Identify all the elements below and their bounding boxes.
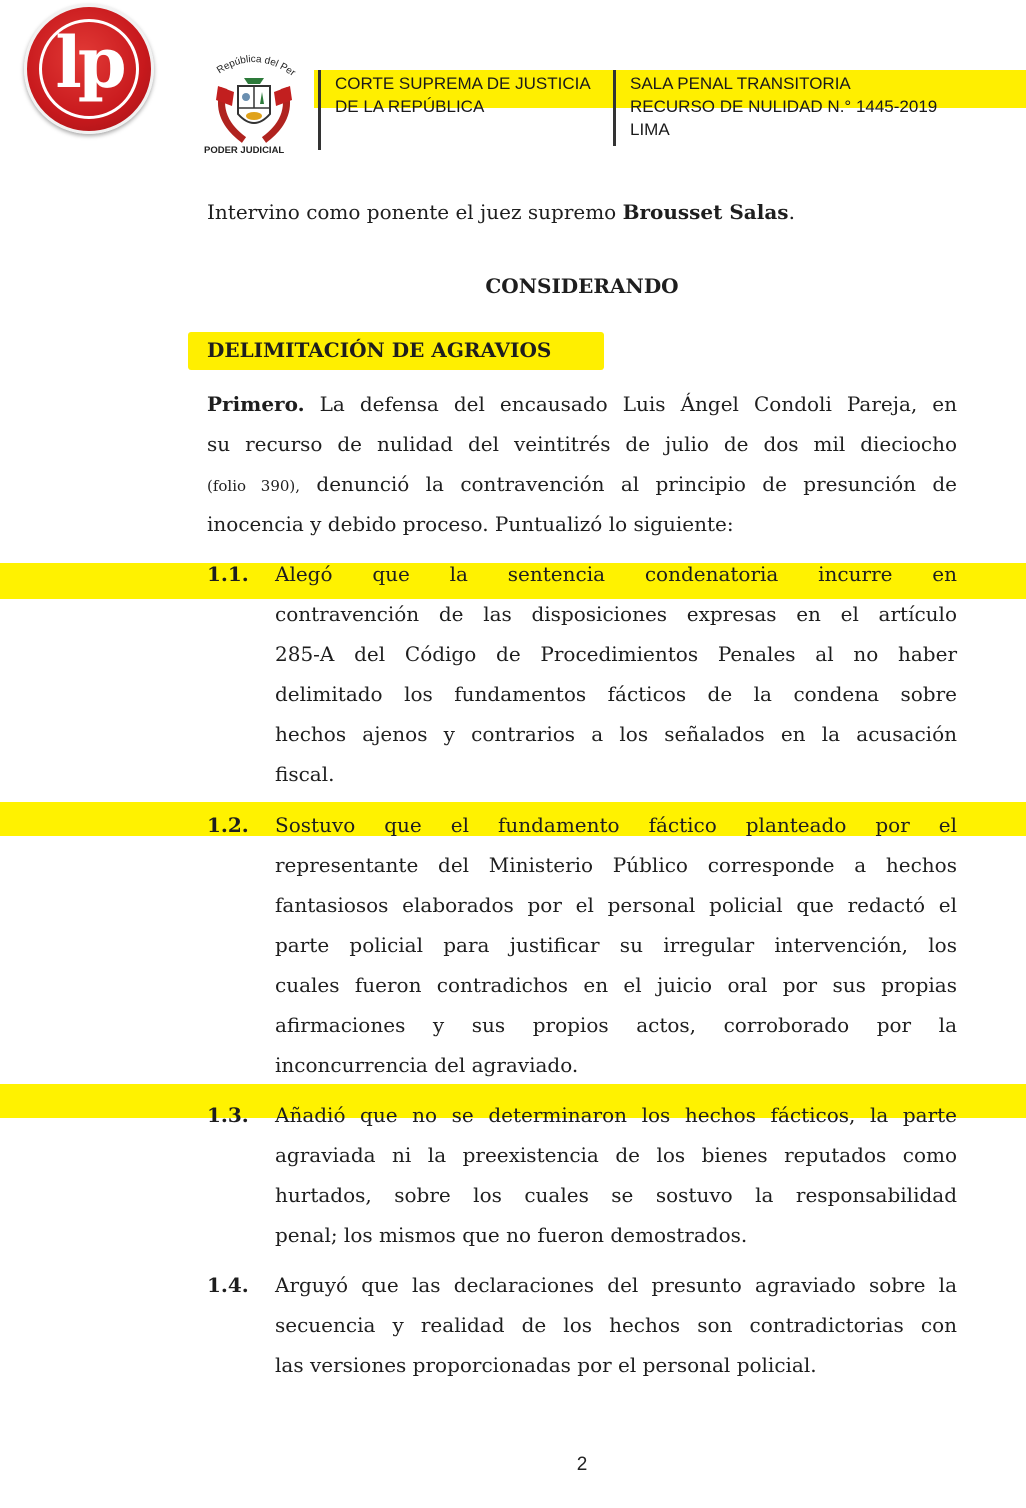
folio-ref: (folio 390), <box>207 477 301 495</box>
item-1-4-text <box>275 1265 957 1385</box>
item-line: las versiones proporcionadas por el personal policial. <box>275 1353 817 1377</box>
intro-paragraph <box>207 192 795 232</box>
header-divider-left <box>318 70 321 150</box>
item-line: Alegó que la sentencia condenatoria incurre en <box>275 562 957 586</box>
item-number: 1.4. <box>207 1273 249 1297</box>
item-line: contravención de las disposiciones expresas en el artículo <box>275 602 957 626</box>
considerando-title: CONSIDERANDO <box>485 274 679 298</box>
section-heading: DELIMITACIÓN DE AGRAVIOS <box>207 338 552 362</box>
intro-text: Intervino como ponente el juez supremo <box>207 200 623 224</box>
item-line: secuencia y realidad de los hechos son contradictorias con <box>275 1313 957 1337</box>
judge-name: Brousset Salas <box>622 200 789 224</box>
item-line: Arguyó que las declaraciones del presunto agraviado sobre la <box>275 1273 957 1297</box>
intro-end: . <box>788 200 795 224</box>
poder-judicial-seal <box>204 48 304 160</box>
primero-line: inocencia y debido proceso. Puntualizó lo siguiente: <box>207 512 734 536</box>
primero-label: Primero. <box>207 392 305 416</box>
item-line: fiscal. <box>275 762 335 786</box>
item-line: penal; los mismos que no fueron demostrados. <box>275 1223 748 1247</box>
header-court-line2: DE LA REPÚBLICA <box>335 97 485 116</box>
item-line: fantasiosos elaborados por el personal policial que redactó el <box>275 893 957 917</box>
item-number: 1.2. <box>207 813 249 837</box>
lp-logo-text: lp <box>55 21 123 104</box>
primero-line: su recurso de nulidad del veintitrés de julio de dos mil dieciocho <box>207 432 957 456</box>
seal-bottom-text: PODER JUDICIAL <box>204 145 285 156</box>
header-divider-right <box>613 70 616 146</box>
header-court-line1: CORTE SUPREMA DE JUSTICIA <box>335 74 591 93</box>
item-number: 1.1. <box>207 562 249 586</box>
item-line: representante del Ministerio Público corresponde a hechos <box>275 853 957 877</box>
header-case-number: RECURSO DE NULIDAD N.° 1445-2019 <box>630 97 938 116</box>
item-line: 285-A del Código de Procedimientos Penales al no haber <box>275 642 957 666</box>
primero-paragraph <box>207 384 957 544</box>
item-line: delimitado los fundamentos fácticos de la condena sobre <box>275 682 957 706</box>
header-city: LIMA <box>630 120 670 139</box>
primero-line: denunció la contravención al principio de presunción de <box>316 472 957 496</box>
primero-line: La defensa del encausado Luis Ángel Condoli Pareja, en <box>304 392 957 416</box>
header-sala: SALA PENAL TRANSITORIA <box>630 74 851 93</box>
item-line: hechos ajenos y contrarios a los señalados en la acusación <box>275 722 957 746</box>
item-line: cuales fueron contradichos en el juicio oral por sus propias <box>275 973 957 997</box>
item-line: inconcurrencia del agraviado. <box>275 1053 579 1077</box>
seal-top-text: República del Per <box>215 53 298 79</box>
item-1-2-text <box>275 805 957 1085</box>
item-1-3-text <box>275 1095 957 1255</box>
lp-logo <box>24 4 154 134</box>
item-line: agraviada ni la preexistencia de los bienes reputados como <box>275 1143 957 1167</box>
item-line: Sostuvo que el fundamento fáctico planteado por el <box>275 813 957 837</box>
item-line: afirmaciones y sus propios actos, corroborado por la <box>275 1013 957 1037</box>
item-line: Añadió que no se determinaron los hechos fácticos, la parte <box>275 1103 957 1127</box>
page-number: 2 <box>576 1454 588 1475</box>
item-line: hurtados, sobre los cuales se sostuvo la responsabilidad <box>275 1183 957 1207</box>
item-number: 1.3. <box>207 1103 249 1127</box>
svg-text:República del Perú <box>204 48 298 79</box>
item-line: parte policial para justificar su irregular intervención, los <box>275 933 957 957</box>
item-1-1-text <box>275 554 957 794</box>
